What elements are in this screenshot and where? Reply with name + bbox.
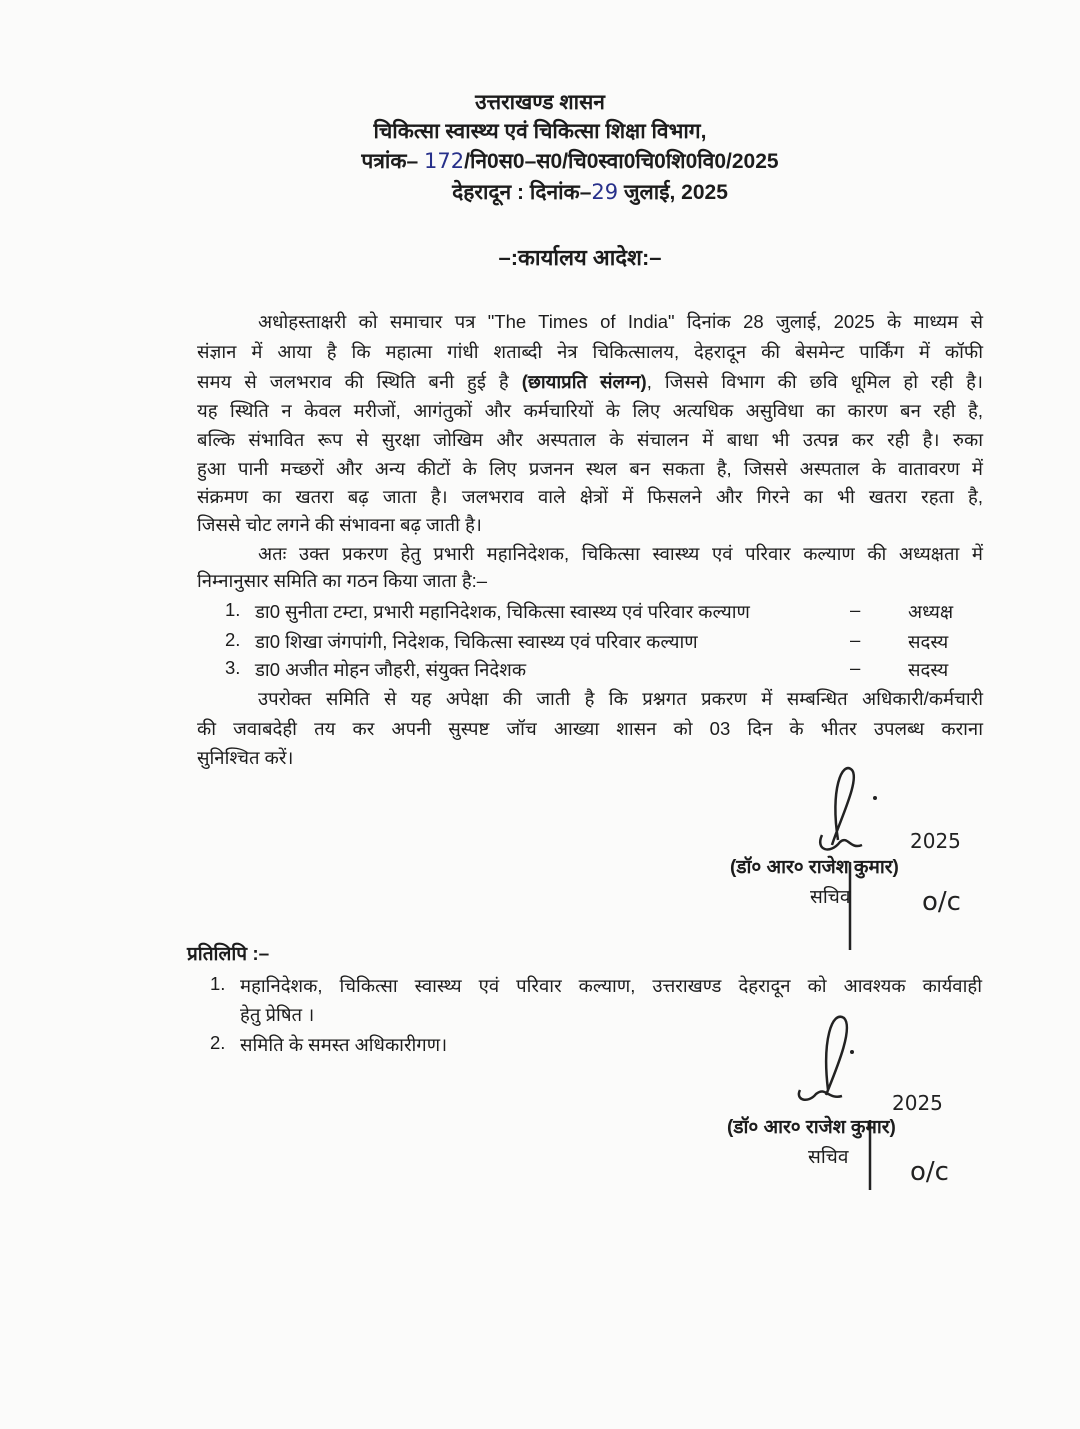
member-name: डा0 सुनीता टम्टा, प्रभारी महानिदेशक, चिकित्सा स्वास्थ्य एवं परिवार कल्याण: [255, 601, 750, 622]
dash: –: [850, 599, 861, 620]
para1-line: अधोहस्ताक्षरी को समाचार पत्र "The Times of India" दिनांक 28 जुलाई, 2025 के माध्यम से: [258, 311, 983, 332]
reference-number: [30, 147, 1080, 175]
signatory-name-1: (डॉ० आर० राजेश कुमार): [730, 857, 899, 878]
ref-handwritten: 172: [424, 149, 465, 173]
para1-line: जिससे चोट लगने की संभावना बढ़ जाती है।: [197, 514, 482, 535]
para2-line: अतः उक्त प्रकरण हेतु प्रभारी महानिदेशक, चिकित्सा स्वास्थ्य एवं परिवार कल्याण की अध्यक्षता में: [258, 543, 983, 564]
dash: –: [850, 657, 861, 678]
para3-line: की जवाबदेही तय कर अपनी सुस्पष्ट जॉच आख्या शासन को 03 दिन के भीतर उपलब्ध कराना: [197, 718, 983, 739]
place-date-label: देहरादून : दिनांक–: [452, 181, 592, 204]
para1-line: हुआ पानी मच्छरों और अन्य कीटों के लिए प्रजनन स्थल बन सकता है, जिससे अस्पताल के वातावरण में: [197, 458, 983, 479]
signatory-designation-1: सचिव: [810, 887, 851, 908]
ref-rest: /नि0स0–स0/चि0स्वा0चि0शि0वि0/2025: [464, 150, 779, 173]
text: , जिससे विभाग की छवि धूमिल हो रही है।: [646, 371, 983, 392]
text: समय से जलभराव की स्थिति बनी हुई है: [197, 371, 509, 392]
hand-year: 2025: [910, 829, 961, 853]
para1-line: संक्रमण का खतरा बढ़ जाता है। जलभराव वाले क्षेत्रों में फिसलने और गिरने का भी खतरा रहता है,: [197, 486, 983, 507]
attachment-note: (छायाप्रति संलग्न): [521, 371, 647, 392]
member-name: डा0 अजीत मोहन जौहरी, संयुक्त निदेशक: [255, 659, 527, 680]
copy-item-cont: हेतु प्रेषित ।: [240, 1004, 315, 1025]
item-number: 3.: [225, 657, 241, 678]
item-number: 2.: [210, 1032, 226, 1053]
member-role: सदस्य: [908, 659, 949, 680]
item-number: 1.: [225, 599, 241, 620]
department-heading: चिकित्सा स्वास्थ्य एवं चिकित्सा शिक्षा विभाग,: [373, 120, 707, 143]
para1-line: संज्ञान में आया है कि महात्मा गांधी शताब्दी नेत्र चिकित्सालय, देहरादून की बेसमेन्ट पार्किंग में कॉफी: [197, 341, 983, 362]
hand-year: 2025: [892, 1091, 943, 1115]
date-handwritten: 29: [591, 180, 619, 204]
para1-line: यह स्थिति न केवल मरीजों, आगंतुकों और कर्मचारियों के लिए अत्यधिक असुविधा का कारण बन रही है,: [197, 400, 983, 421]
para3-line: सुनिश्चित करें।: [197, 747, 294, 768]
place-date: [50, 178, 1080, 206]
member-name: डा0 शिखा जंगपांगी, निदेशक, चिकित्सा स्वास्थ्य एवं परिवार कल्याण: [255, 631, 698, 652]
ref-label: पत्रांक–: [361, 150, 419, 173]
para1-line: बल्कि संभावित रूप से सुरक्षा जोखिम और अस्पताल के संचालन में बाधा भी उत्पन्न कर रही है। रुका: [197, 429, 983, 450]
office-order-title: –:कार्यालय आदेश:–: [498, 245, 662, 270]
member-role: अध्यक्ष: [908, 601, 954, 622]
para1-line: [197, 369, 983, 394]
item-number: 2.: [225, 629, 241, 650]
copy-label: प्रतिलिपि :–: [187, 944, 270, 965]
copy-item: महानिदेशक, चिकित्सा स्वास्थ्य एवं परिवार कल्याण, उत्तराखण्ड देहरादून को आवश्यक कार्यवाही: [240, 975, 982, 996]
hand-note: o/c: [922, 887, 961, 917]
para2-line: निम्नानुसार समिति का गठन किया जाता है:–: [197, 570, 488, 591]
handwritten-signature-2: [770, 1000, 990, 1220]
dash: –: [850, 629, 861, 650]
date-rest: जुलाई, 2025: [618, 181, 728, 204]
copy-item: समिति के समस्त अधिकारीगण।: [240, 1034, 448, 1055]
government-heading: उत्तराखण्ड शासन: [475, 91, 605, 114]
item-number: 1.: [210, 973, 226, 994]
signatory-designation-2: सचिव: [808, 1147, 849, 1168]
para3-line: उपरोक्त समिति से यह अपेक्षा की जाती है कि प्रश्नगत प्रकरण में सम्बन्धित अधिकारी/कर्मचारी: [258, 688, 983, 709]
signatory-name-2: (डॉ० आर० राजेश कुमार): [727, 1117, 896, 1138]
member-role: सदस्य: [908, 631, 949, 652]
hand-note: o/c: [910, 1157, 949, 1187]
